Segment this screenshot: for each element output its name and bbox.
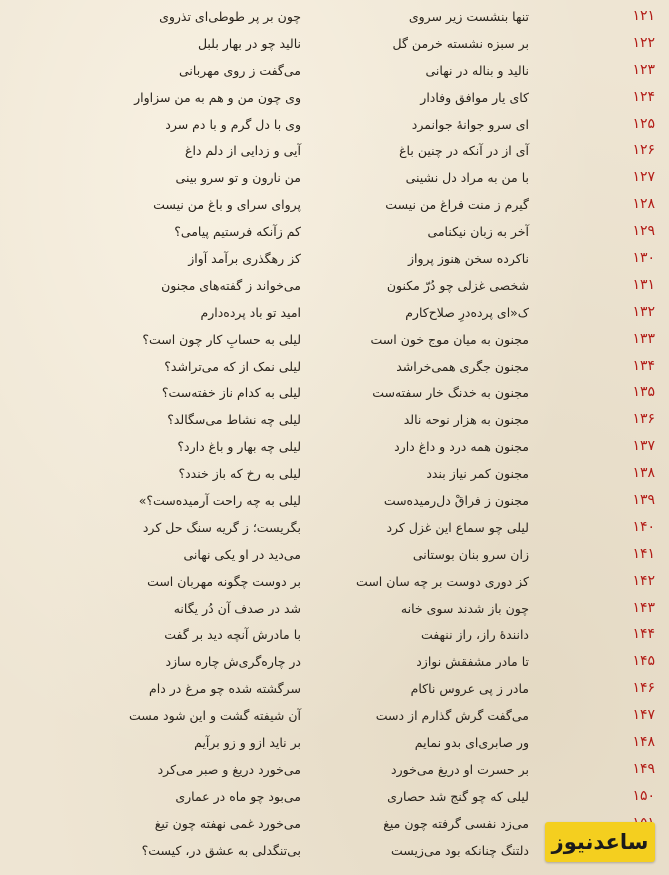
first-hemistich: مجنون به خدنگ خار سفته‌ست	[372, 385, 529, 401]
logo-text: ساعدنیوز	[551, 830, 649, 854]
verse-row	[0, 784, 669, 811]
first-hemistich: تا مادر مشفقش نوازد	[416, 654, 529, 670]
first-hemistich: مجنون کمر نیاز بندد	[426, 466, 529, 482]
first-hemistich: آی از در آنکه در چنین باغ	[399, 143, 529, 159]
verse-row	[0, 246, 669, 273]
second-hemistich: کم زآنکه فرستیم پیامی؟	[174, 224, 301, 240]
second-hemistich: لیلی به رخ که باز خندد؟	[178, 466, 301, 482]
verse-number: ۱۲۴	[632, 88, 655, 105]
first-hemistich: چون باز شدند سوی خانه	[400, 600, 529, 616]
second-hemistich: می‌دید در او یکی نهانی	[183, 546, 301, 562]
first-hemistich: مادر ز پی عروس ناکام	[410, 681, 529, 697]
first-hemistich: گیرم ز منت فراغ من نیست	[385, 197, 529, 213]
verse-number: ۱۴۳	[632, 599, 655, 616]
verse-row	[0, 622, 669, 649]
verse-number: ۱۲۶	[632, 142, 655, 159]
verse-number: ۱۵۰	[632, 787, 655, 804]
second-hemistich: شد در صدف آن دُر یگانه	[173, 600, 301, 616]
second-hemistich: لیلی به کدام ناز خفته‌ست؟	[161, 385, 301, 401]
verse-number: ۱۳۱	[632, 276, 655, 293]
second-hemistich: من نارون و تو سرو بینی	[175, 170, 301, 186]
verse-number: ۱۲۸	[632, 196, 655, 213]
verse-row	[0, 4, 669, 31]
second-hemistich: وی چون من و هم به من سزاوار	[134, 89, 301, 105]
verse-number: ۱۴۹	[632, 760, 655, 777]
first-hemistich: می‌زد نفسی گرفته چون میغ	[383, 815, 529, 831]
verse-row	[0, 165, 669, 192]
verse-number: ۱۴۷	[632, 707, 655, 724]
first-hemistich: دانندهٔ راز، راز ننهفت	[420, 627, 529, 643]
verse-row	[0, 354, 669, 381]
verse-number: ۱۲۷	[632, 169, 655, 186]
first-hemistich: مجنون جگری همی‌خراشد	[396, 358, 529, 374]
first-hemistich: کای یار موافق وفادار	[420, 89, 529, 105]
second-hemistich: بی‌تنگدلی به عشق در، کیست؟	[141, 842, 301, 858]
first-hemistich: تنها بنشست زیر سروی	[408, 9, 529, 24]
second-hemistich: می‌خورد دریغ و صبر می‌کرد	[157, 761, 301, 777]
first-hemistich: مجنون ز فراقْ دل‌رمیده‌ست	[383, 493, 529, 509]
first-hemistich: مجنون به میان موج خون است	[370, 331, 529, 347]
verse-number: ۱۲۹	[632, 223, 655, 240]
verse-number: ۱۲۳	[632, 61, 655, 78]
second-hemistich: لیلی چه بهار و باغ دارد؟	[177, 439, 301, 455]
verse-row	[0, 219, 669, 246]
second-hemistich: بر دوست چگونه مهربان است	[147, 573, 301, 589]
second-hemistich: در چاره‌گری‌ش چاره سازد	[165, 654, 301, 670]
verse-number: ۱۳۶	[632, 411, 655, 428]
verse-row	[0, 380, 669, 407]
verse-row	[0, 31, 669, 58]
second-hemistich: سرگشته شده چو مرغ در دام	[148, 681, 301, 697]
verse-number: ۱۴۴	[632, 626, 655, 643]
verse-row	[0, 434, 669, 461]
second-hemistich: لیلی به چه راحت آرمیده‌ست؟»	[138, 493, 301, 509]
verse-number: ۱۳۸	[632, 465, 655, 482]
verse-number: ۱۳۴	[632, 357, 655, 374]
verse-row	[0, 300, 669, 327]
poem-verses	[0, 4, 669, 865]
first-hemistich: لیلی که چو گنج شد حصاری	[387, 788, 529, 804]
first-hemistich: ناکرده سخن هنوز پرواز	[407, 251, 529, 267]
second-hemistich: کز رهگذری برآمد آواز	[188, 251, 301, 267]
first-hemistich: ور صابری‌ای بدو نمایم	[414, 735, 529, 751]
second-hemistich: آن شیفته گشت و این شود مست	[128, 708, 301, 724]
verse-row	[0, 757, 669, 784]
verse-row	[0, 730, 669, 757]
verse-row	[0, 192, 669, 219]
verse-row	[0, 676, 669, 703]
second-hemistich: امید تو باد پرده‌دارم	[200, 304, 301, 320]
second-hemistich: با مادرش آنچه دید بر گفت	[164, 627, 301, 643]
verse-row	[0, 85, 669, 112]
second-hemistich: می‌خورد غمی نهفته چون تیغ	[154, 815, 301, 831]
first-hemistich: بر سبزه نشسته خرمن گل	[392, 35, 529, 51]
first-hemistich: دلتنگ چنانکه بود می‌زیست	[391, 842, 529, 858]
second-hemistich: لیلی چه نشاط می‌سگالد؟	[167, 412, 301, 428]
verse-row	[0, 273, 669, 300]
second-hemistich: آیی و زدایی از دلم داغ	[185, 143, 301, 159]
verse-row	[0, 649, 669, 676]
first-hemistich: مجنون به هزار نوحه نالد	[403, 412, 529, 428]
verse-number: ۱۴۲	[632, 572, 655, 589]
verse-row	[0, 596, 669, 623]
second-hemistich: می‌گفت ز روی مهربانی	[178, 62, 301, 78]
first-hemistich: کز دوری دوست بر چه سان است	[356, 573, 529, 589]
verse-row	[0, 542, 669, 569]
verse-number: ۱۳۲	[632, 303, 655, 320]
first-hemistich: لیلی چو سماع این غزل کرد	[386, 519, 529, 535]
verse-row	[0, 112, 669, 139]
second-hemistich: بگریست؛ ز گریه سنگ حل کرد	[142, 519, 301, 535]
verse-row	[0, 569, 669, 596]
verse-number: ۱۲۵	[632, 115, 655, 132]
verse-number: ۱۴۱	[632, 545, 655, 562]
first-hemistich: ای سرو جوانهٔ جوانمرد	[411, 116, 529, 132]
verse-row	[0, 703, 669, 730]
second-hemistich: چون بر پر طوطی‌ای تذروی	[159, 9, 301, 24]
second-hemistich: وی با دل گرم و با دم سرد	[165, 116, 301, 132]
verse-number: ۱۳۹	[632, 492, 655, 509]
first-hemistich: بر حسرت او دریغ می‌خورد	[391, 761, 529, 777]
verse-row	[0, 138, 669, 165]
second-hemistich: لیلی به حسابِ کار چون است؟	[142, 331, 301, 347]
first-hemistich: می‌گفت گرش گذارم از دست	[375, 708, 529, 724]
first-hemistich: نالید و بناله در نهانی	[425, 62, 529, 78]
verse-number: ۱۳۵	[632, 384, 655, 401]
first-hemistich: ک«ای پرده‌درِ صلاح‌کارم	[405, 304, 529, 320]
first-hemistich: زان سرو بنان بوستانی	[412, 546, 529, 562]
verse-number: ۱۴۵	[632, 653, 655, 670]
second-hemistich: می‌بود چو ماه در عماری	[175, 788, 301, 804]
first-hemistich: مجنون همه درد و داغ دارد	[394, 439, 529, 455]
saednews-logo	[545, 822, 655, 862]
verse-number: ۱۲۲	[632, 34, 655, 51]
verse-row	[0, 58, 669, 85]
second-hemistich: لیلی نمک از که می‌تراشد؟	[164, 358, 301, 374]
second-hemistich: می‌خواند ز گفته‌های مجنون	[161, 277, 301, 293]
second-hemistich: نالید چو در بهار بلبل	[197, 35, 301, 51]
verse-number: ۱۴۰	[632, 518, 655, 535]
verse-number: ۱۴۸	[632, 734, 655, 751]
verse-number: ۱۳۷	[632, 438, 655, 455]
verse-row	[0, 327, 669, 354]
first-hemistich: شخصی غزلی چو دُرّ مکنون	[386, 277, 529, 293]
verse-row	[0, 488, 669, 515]
verse-row	[0, 515, 669, 542]
verse-number: ۱۲۱	[632, 8, 655, 24]
verse-number: ۱۳۰	[632, 250, 655, 267]
second-hemistich: پروای سرای و باغ من نیست	[153, 197, 301, 213]
second-hemistich: بر ناید ازو و زو برآیم	[194, 735, 301, 751]
first-hemistich: با من به مراد دل نشینی	[405, 170, 529, 186]
verse-row	[0, 407, 669, 434]
verse-row	[0, 461, 669, 488]
first-hemistich: آخر به زبان نیکنامی	[427, 224, 529, 240]
verse-number: ۱۳۳	[632, 330, 655, 347]
verse-number: ۱۴۶	[632, 680, 655, 697]
